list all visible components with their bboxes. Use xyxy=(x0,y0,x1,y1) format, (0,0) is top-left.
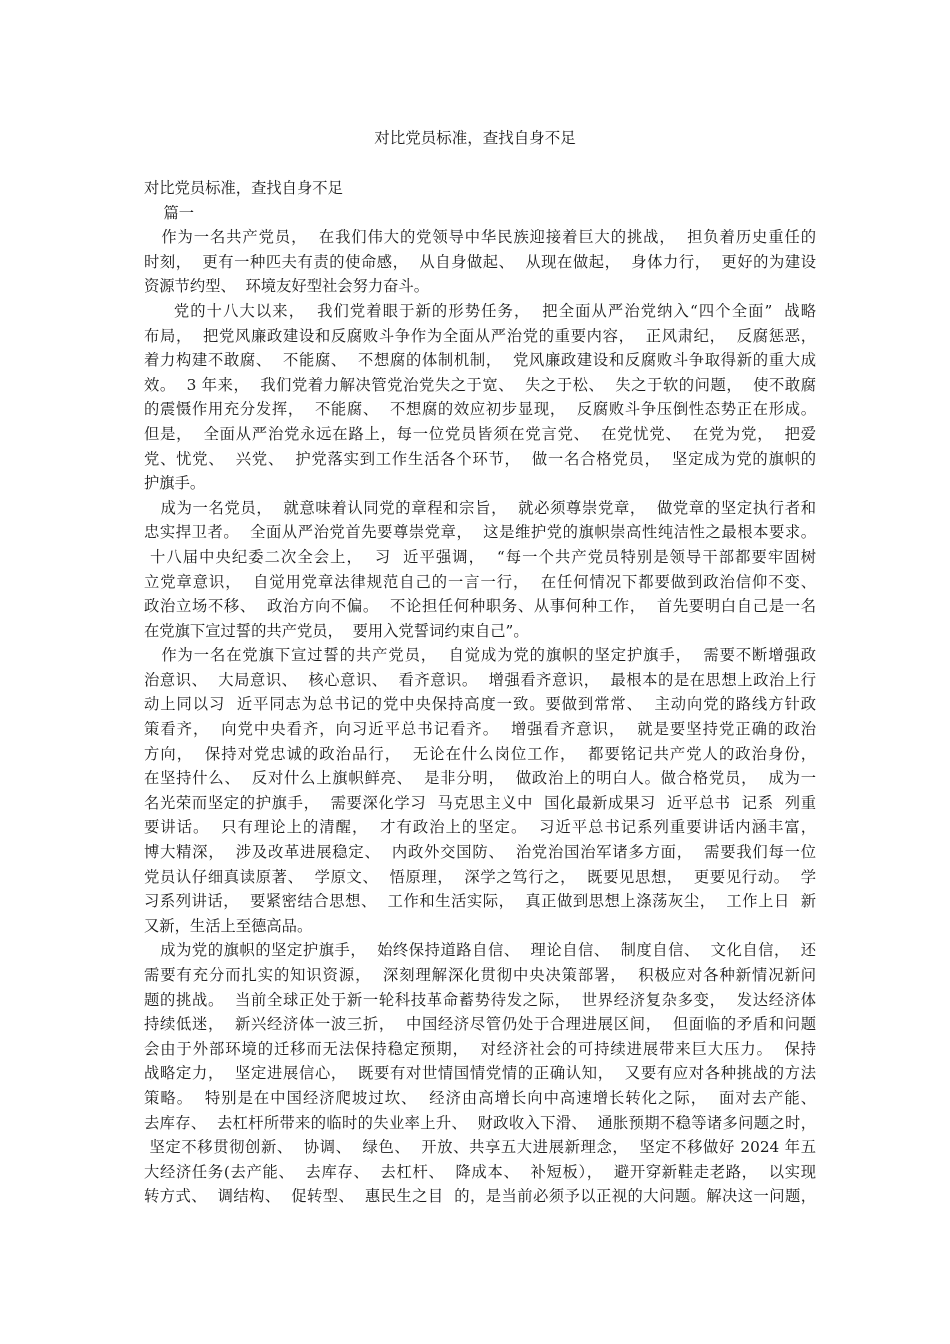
text-line: 大经济任务(去产能、 去库存、 去杠杆、 降成本、 补短板）， 避开穿新鞋走老路， 以实现 xyxy=(144,1162,816,1181)
text-line: 的震慑作用充分发挥， 不能腐、 不想腐的效应初步显现， 反腐败斗争压倒性态势正在形成。 xyxy=(144,400,816,419)
text-line: 动上同以习 近平同志为总书记的党中央保持高度一致。要做到常常、 主动向党的路线方针政 xyxy=(144,695,816,714)
text-line: 党员认仔细真读原著、 学原文、 悟原理， 深学之笃行之， 既要见思想， 更要见行动。 学 xyxy=(144,867,816,886)
text-line: 党的十八大以来， 我们党着眼于新的形势任务， 把全面从严治党纳入“四个全面” 战略 xyxy=(144,301,816,320)
text-line: 战略定力， 坚定进展信心， 既要有对世情国情党情的正确认知， 又要有应对各种挑战的方法 xyxy=(144,1064,816,1083)
text-line: 作为一名共产党员， 在我们伟大的党领导中华民族迎接着巨大的挑战， 担负着历史重任的 xyxy=(144,228,816,247)
text-line: 转方式、 调结构、 促转型、 惠民生之目 的，是当前必须予以正视的大问题。解决这一问题， xyxy=(144,1187,816,1206)
text-line: 布局， 把党风廉政建设和反腐败斗争作为全面从严治党的重要内容， 正风肃纪， 反腐惩恶， xyxy=(144,326,816,345)
text-line: 篇一 xyxy=(144,203,195,222)
text-line: 在坚持什么、 反对什么上旗帜鲜亮、 是非分明， 做政治上的明白人。做合格党员， 成为一 xyxy=(144,769,816,788)
text-line: 作为一名在党旗下宣过誓的共产党员， 自觉成为党的旗帜的坚定护旗手， 需要不断增强政 xyxy=(144,646,816,665)
text-line: 资源节约型、 环境友好型社会努力奋斗。 xyxy=(144,277,430,296)
text-line: 政治立场不移、 政治方向不偏。 不论担任何种职务、从事何种工作， 首先要明白自己是一名 xyxy=(144,597,816,616)
text-line: 着力构建不敢腐、 不能腐、 不想腐的体制机制， 党风廉政建设和反腐败斗争取得新的重大成 xyxy=(144,351,816,370)
text-line: 时刻， 更有一种匹夫有责的使命感， 从自身做起、 从现在做起， 身体力行， 更好的为建设 xyxy=(144,252,816,271)
text-line: 持续低迷， 新兴经济体一波三折， 中国经济尽管仍处于合理进展区间， 但面临的矛盾和问题 xyxy=(144,1015,816,1034)
text-line: 题的挑战。 当前全球正处于新一轮科技革命蓄势待发之际， 世界经济复杂多变， 发达经济体 xyxy=(144,990,816,1009)
text-line: 需要有充分而扎实的知识资源， 深刻理解深化贯彻中央决策部署， 积极应对各种新情况新问 xyxy=(144,966,816,984)
text-line: 效。 3 年来， 我们党着力解决管党治党失之于宽、 失之于松、 失之于软的问题， 使不敢腐 xyxy=(144,375,816,394)
text-line: 名光荣而坚定的护旗手， 需要深化学习 马克思主义中 国化最新成果习 近平总书 记系 列重 xyxy=(144,793,816,812)
text-line: 对比党员标准，查找自身不足 xyxy=(144,179,343,197)
page-title: 对比党员标准，查找自身不足 xyxy=(374,129,576,147)
text-line: 治意识、 大局意识、 核心意识、 看齐意识。 增强看齐意识， 最根本的是在思想上政治上行 xyxy=(144,670,816,689)
text-line: 忠实捍卫者。 全面从严治党首先要尊崇党章， 这是维护党的旗帜崇高性纯洁性之最根本要求。 xyxy=(144,523,816,542)
text-line: 博大精深， 涉及改革进展稳定、 内政外交国防、 治党治国治军诸多方面， 需要我们每一位 xyxy=(144,843,816,862)
text-line: 策看齐， 向党中央看齐，向习近平总书记看齐。 增强看齐意识， 就是要坚持党正确的政治 xyxy=(144,720,816,739)
text-line: 护旗手。 xyxy=(144,474,206,493)
text-line: 会由于外部环境的迁移而无法保持稳定预期， 对经济社会的可持续进展带来巨大压力。 保持 xyxy=(144,1039,816,1058)
text-line: 但是， 全面从严治党永远在路上，每一位党员皆须在党言党、 在党忧党、 在党为党， 把爱 xyxy=(144,424,816,443)
text-line: 习系列讲话， 要紧密结合思想、 工作和生活实际， 真正做到思想上涤荡灰尘， 工作上日 新 xyxy=(144,892,816,911)
text-line: 要讲话。 只有理论上的清醒， 才有政治上的坚定。 习近平总书记系列重要讲话内涵丰富， xyxy=(144,818,816,837)
text-line: 立党章意识， 自觉用党章法律规范自己的一言一行， 在任何情况下都要做到政治信仰不变、 xyxy=(144,572,816,591)
text-line: 又新，生活上至德高品。 xyxy=(144,916,313,935)
document-body xyxy=(144,176,816,1209)
text-line: 在党旗下宣过誓的共产党员， 要用入党誓词约束自己”。 xyxy=(144,621,529,640)
text-line: 方向， 保持对党忠诚的政治品行， 无论在什么岗位工作， 都要铭记共产党人的政治身份， xyxy=(144,744,816,763)
text-line: 成为一名党员， 就意味着认同党的章程和宗旨， 就必须尊崇党章， 做党章的坚定执行者和 xyxy=(144,498,816,517)
text-line: 策略。 特别是在中国经济爬坡过坎、 经济由高增长向中高速增长转化之际， 面对去产能、 xyxy=(144,1088,816,1107)
text-line: 党、忧党、 兴党、 护党落实到工作生活各个环节， 做一名合格党员， 坚定成为党的旗帜的 xyxy=(144,449,816,468)
text-line: 去库存、 去杠杆所带来的临时的失业率上升、 财政收入下滑、 通胀预期不稳等诸多问题之时， xyxy=(144,1113,816,1132)
text-line: 十八届中央纪委二次全会上， 习 近平强调， “每一个共产党员特别是领导干部都要牢固树 xyxy=(144,547,816,566)
text-line: 坚定不移贯彻创新、 协调、 绿色、 开放、共享五大进展新理念， 坚定不移做好 2024 年五 xyxy=(144,1138,816,1157)
text-line: 成为党的旗帜的坚定护旗手， 始终保持道路自信、 理论自信、 制度自信、 文化自信， 还 xyxy=(144,941,816,960)
